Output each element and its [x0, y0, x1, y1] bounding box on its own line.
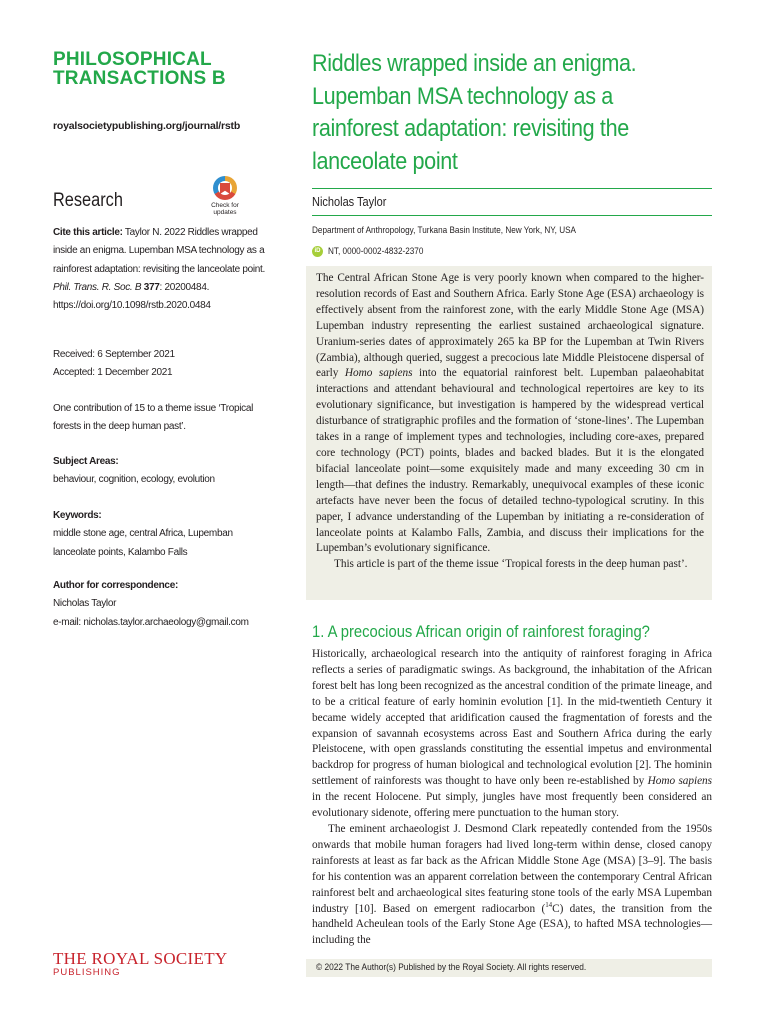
orcid-row[interactable] [312, 244, 439, 258]
section-label: Research [53, 190, 123, 211]
section-heading: 1. A precocious African origin of rainforest foraging? [312, 622, 650, 641]
subject-areas-label: Subject Areas: [53, 456, 119, 467]
correspondence-name: Nicholas Taylor [53, 598, 117, 610]
title-line: lanceolate point [312, 147, 458, 175]
abstract-box [306, 266, 712, 600]
article-title [312, 48, 681, 178]
correspondence-email[interactable]: e-mail: nicholas.taylor.archaeology@gmail.com [53, 616, 249, 628]
body-paragraph: The eminent archaeologist J. Desmond Clark repeatedly contended from the 1950s onwards that mobile human foragers had lived long-term within dense, closed canopy rainforests at least as far back as the African Middle Stone Age (MSA) [3–9]. The basis for his contention was an apparent correlation between the contemporary Central African rainforest belt and archaeological sites featuring stone tools of the early MSA Lupemban industry [10]. Based on emergent radiocarbon ($^{14}$C) dates, the transition from the handheld Acheulean tools of the Early Stone Age (ESA), to hafted MSA technologies—including the [312, 822, 712, 947]
copyright-bar [306, 959, 712, 977]
journal-name [53, 50, 283, 88]
citation-text: Taylor N. 2022 Riddles wrapped inside an enigma. Lupemban MSA technology as a rainforest adaptation: revisiting the lanceolate point. [53, 227, 265, 275]
accepted-date: Accepted: 1 December 2021 [53, 367, 173, 379]
body-text [312, 647, 712, 949]
correspondence-block [53, 577, 293, 632]
royal-society-logo [53, 949, 227, 978]
correspondence-label: Author for correspondence: [53, 580, 178, 591]
journal-url-link[interactable]: royalsocietypublishing.org/journal/rstb [53, 120, 241, 132]
orcid-id: NT, 0000-0002-4832-2370 [328, 245, 424, 257]
citation-volume: 377 [143, 281, 160, 293]
logo-sub-text: PUBLISHING [53, 967, 121, 978]
citation-doi-link[interactable]: https://doi.org/10.1098/rstb.2020.0484 [53, 300, 211, 312]
theme-note: One contribution of 15 to a theme issue ‘Tropical forests in the deep human past’. [53, 403, 254, 433]
orcid-icon: iD [312, 246, 323, 257]
logo-main-text: THE ROYAL SOCIETY [53, 949, 228, 968]
title-line: rainforest adaptation: revisiting the [312, 115, 629, 142]
author-divider [312, 215, 712, 216]
dates-block [53, 346, 268, 383]
copyright-text: © 2022 The Author(s) Published by the Royal Society. All rights reserved. [316, 962, 587, 973]
subject-areas-value: behaviour, cognition, ecology, evolution [53, 474, 215, 486]
abstract-theme-note: This article is part of the theme issue ‘Tropical forests in the deep human past’. [334, 558, 688, 571]
check-for-updates-badge[interactable] [207, 176, 243, 220]
citation-block [53, 224, 268, 315]
citation-journal: Phil. Trans. R. Soc. B [53, 281, 142, 293]
check-for-updates-icon [213, 176, 237, 200]
check-for-updates-label: Check for updates [211, 202, 239, 216]
title-line: Lupemban MSA technology as a [312, 82, 613, 110]
abstract-paragraph: The Central African Stone Age is very poorly known when compared to the higher-resolution records of East and Southern Africa. Early Stone Age (ESA) archaeology is effectively absent from the rainforest zone, with the early Middle Stone Age (MSA) Lupemban industry representing the earliest sustained archaeological signature. Uranium-series dates of approximately 265 ka BP for the Lupemban at Twin Rivers (Zambia), although queried, suggest a precocious late Middle Pleistocene dispersal of early Homo sapiens into the equatorial rainforest belt. Lupemban palaeohabitat interactions and attendant behavioural and technological repertoires are key to its evolutionary significance, but investigation is hampered by the widespread vertical disturbance of stratigraphic profiles and the formation of ‘stone-lines’. The Lupemban takes in a range of implement types and technologies, including core-axes, prepared core technology (PCT) points, blades and backed blades. But it is the elongated bifacial lanceolate point—some exquisitely made and many exceeding 30 cm in length—that defines the industry. Remarkably, unequivocal examples of these iconic artefacts have never been the focus of detailed techno-typological scrutiny. In this paper, I advance understanding of the Lupemban by initiating a re-consideration of lanceolate points at Kalambo Falls, Zambia, and discuss their implications for the Lupemban’s evolutionary significance. [316, 272, 705, 555]
affiliation: Department of Anthropology, Turkana Basin Institute, New York, NY, USA [312, 225, 577, 236]
journal-name-line1: PHILOSOPHICAL [53, 49, 212, 70]
citation-article: : 20200484. [159, 281, 210, 293]
title-divider [312, 188, 712, 189]
citation-label: Cite this article: [53, 227, 123, 238]
subject-areas-block [53, 453, 268, 490]
keywords-label: Keywords: [53, 510, 102, 521]
author-name: Nicholas Taylor [312, 195, 387, 209]
journal-name-line2: TRANSACTIONS B [53, 68, 226, 89]
keywords-value: middle stone age, central Africa, Lupemban lanceolate points, Kalambo Falls [53, 528, 233, 558]
received-date: Received: 6 September 2021 [53, 349, 175, 360]
body-paragraph: Historically, archaeological research into the antiquity of rainforest foraging in Africa reflects a series of paradigmatic swings. As background, the inhabitation of the African forest belt has long been recognized as the ancestral condition of the primate lineage, and to be a critical feature of early hominin evolution [1]. In the mid-twentieth Century it became widely accepted that aridification caused the fragmentation of forests and the expansion of savannah ecosystems across East and Southern Africa during the early Pleistocene, with open grasslands constituting the essential impetus and environmental backdrop for progress of human biological and technological evolution [2]. The hominin settlement of rainforests was thought to have only been re-established by Homo sapiens in the recent Holocene. Put simply, jungles have most frequently been considered an evolutionary sidenote, offering mere punctuation to the human story. [312, 648, 712, 820]
keywords-block [53, 507, 268, 562]
title-line: Riddles wrapped inside an enigma. [312, 50, 637, 77]
